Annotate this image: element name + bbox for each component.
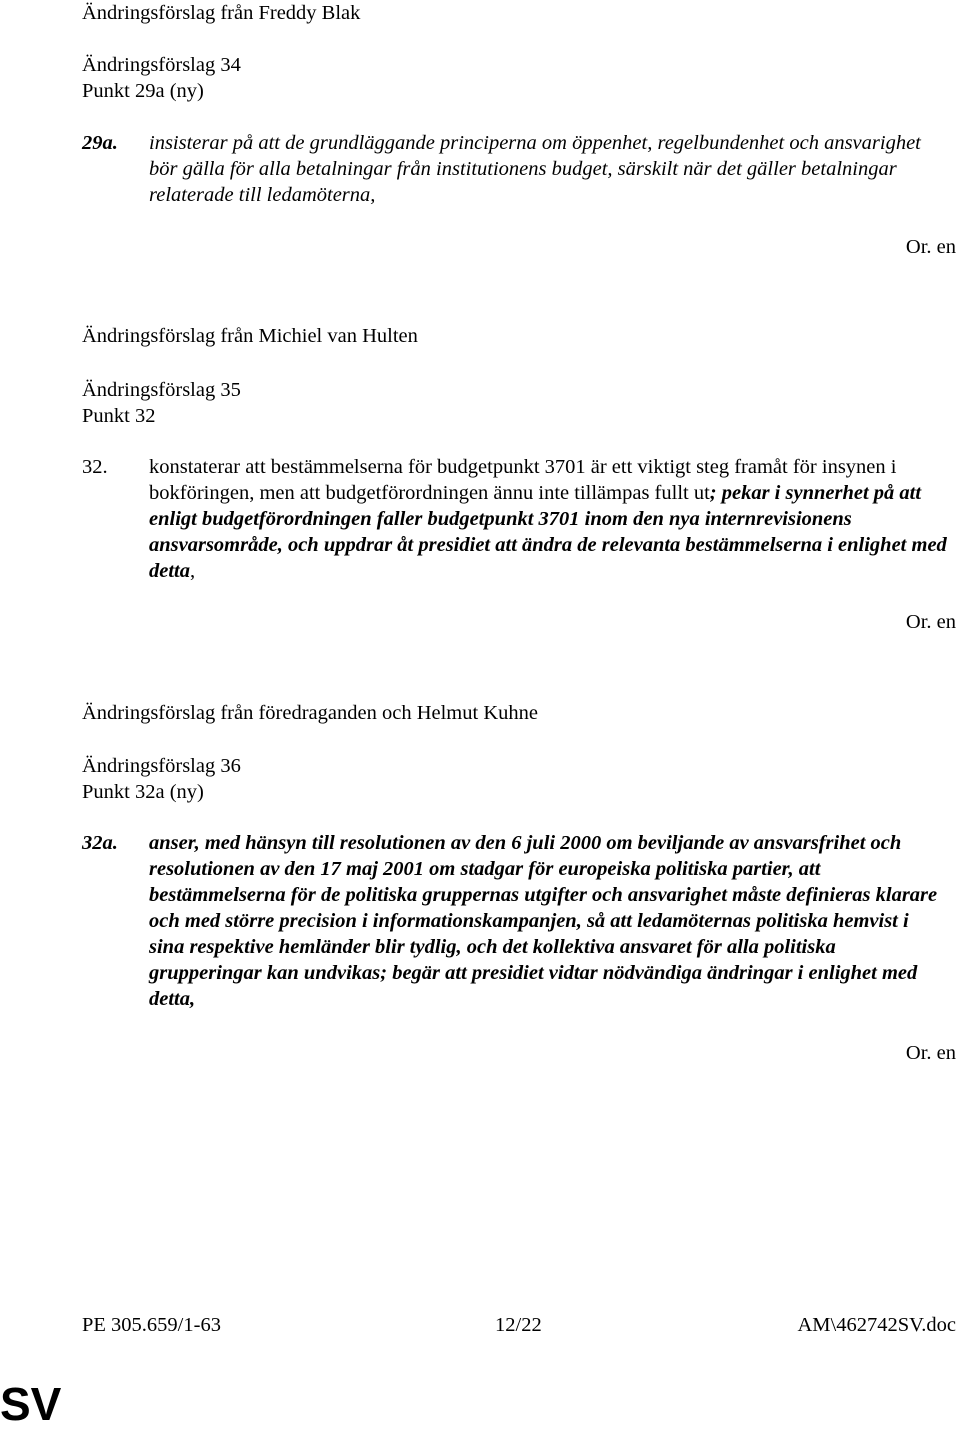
amendment-35-paragraph-number: 32. — [82, 456, 108, 478]
amendment-36-original-language: Or. en — [905, 1042, 956, 1064]
amendment-35-original-language: Or. en — [905, 611, 956, 633]
footer-page-number: 12/22 — [495, 1314, 542, 1336]
amendment-35-number: Ändringsförslag 35 — [82, 379, 241, 401]
amendment-35-text-end: , — [190, 560, 196, 582]
amendment-36-number: Ändringsförslag 36 — [82, 755, 241, 777]
language-code: SV — [0, 1378, 62, 1430]
amendment-36-paragraph-number: 32a. — [82, 832, 118, 854]
amendment-36-author: Ändringsförslag från föredraganden och Helmut Kuhne — [82, 702, 538, 724]
amendment-36-text: anser, med hänsyn till resolutionen av den 6 juli 2000 om beviljande av ansvarsfrihet och resolutionen av den 17 maj 2001 om stadgar för europeiska politiska partier, att bestämmelserna för de politiska gruppernas utgifter och ansvarighet måste definieras klarare och med större precision i informationskampanjen, så att ledamöternas politiska hemvist i sina respektive hemländer blir tydlig, och det kollektiva ansvaret för alla politiska grupperingar kan undvikas; begär att presidiet vidtar nödvändiga ändringar i enlighet med detta, — [149, 832, 938, 1010]
amendment-35-point: Punkt 32 — [82, 405, 156, 427]
footer-file-name: AM\462742SV.doc — [797, 1314, 956, 1336]
footer-document-reference: PE 305.659/1-63 — [82, 1314, 221, 1336]
amendment-34-paragraph-number: 29a. — [82, 132, 118, 154]
amendment-34-number: Ändringsförslag 34 — [82, 54, 241, 76]
amendment-35-author: Ändringsförslag från Michiel van Hulten — [82, 325, 418, 347]
amendment-36-point: Punkt 32a (ny) — [82, 781, 204, 803]
amendment-34-original-language: Or. en — [905, 236, 956, 258]
amendment-35-text — [149, 454, 949, 584]
amendment-35-text-plain: konstaterar att bestämmelserna för budgetpunkt 3701 är ett viktigt steg framåt för insynen i bokföringen, men att budgetförordningen ännu inte tillämpas fullt ut — [149, 456, 897, 504]
amendment-34-author: Ändringsförslag från Freddy Blak — [82, 2, 361, 24]
amendment-34-point: Punkt 29a (ny) — [82, 80, 204, 102]
amendment-35-text-added: ; pekar i synnerhet på att enligt budgetförordningen faller budgetpunkt 3701 inom den nya internrevisionens ansvarsområde, och uppdrar åt presidiet att ändra de relevanta bestämmelserna i enlighet med detta — [149, 482, 947, 582]
amendment-34-text: insisterar på att de grundläggande principerna om öppenhet, regelbundenhet och ansvarighet bör gälla för alla betalningar från institutionens budget, särskilt när det gäller betalningar relaterade till ledamöterna, — [149, 132, 921, 206]
